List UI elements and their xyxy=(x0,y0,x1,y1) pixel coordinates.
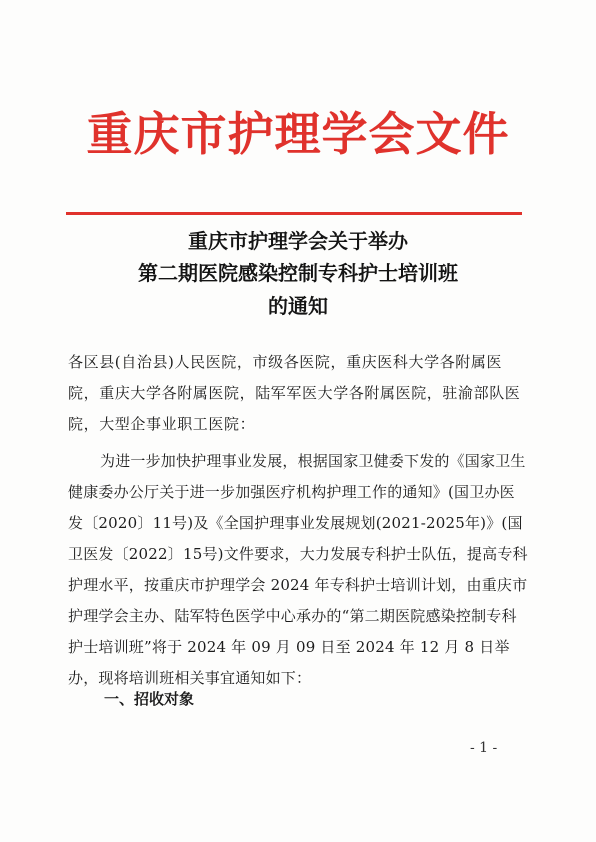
document-masthead: 重庆市护理学会文件 xyxy=(86,107,510,161)
body-paragraph: 为进一步加快护理事业发展，根据国家卫健委下发的《国家卫生健康委办公厅关于进一步加强医疗机构护理工作的通知》(国卫办医发〔2020〕11号)及《全国护理事业发展规划(2021-2025年)》(国卫医发〔2022〕15号)文件要求，大力发展专科护士队伍，提高专科护理水平，按重庆市护理学会 2024 年专科护士培训计划，由重庆市护理学会主办、陆军特色医学中心承办的“第二期医院感染控制专科护士培训班”将于 2024 年 09 月 09 日至 2024 年 12 月 8 日举办，现将培训班相关事宜通知如下： xyxy=(68,452,528,687)
masthead-divider xyxy=(66,212,522,215)
page-number: - 1 - xyxy=(470,740,498,756)
title-line-2: 第二期医院感染控制专科护士培训班 xyxy=(138,261,458,285)
title-line-3: 的通知 xyxy=(268,294,328,318)
addressees-paragraph: 各区县(自治县)人民医院，市级各医院，重庆医科大学各附属医院，重庆大学各附属医院，陆军军医大学各附属医院，驻渝部队医院，大型企事业职工医院： xyxy=(68,353,521,433)
title-line-1: 重庆市护理学会关于举办 xyxy=(188,229,408,253)
section-heading: 一、招收对象 xyxy=(104,690,195,708)
